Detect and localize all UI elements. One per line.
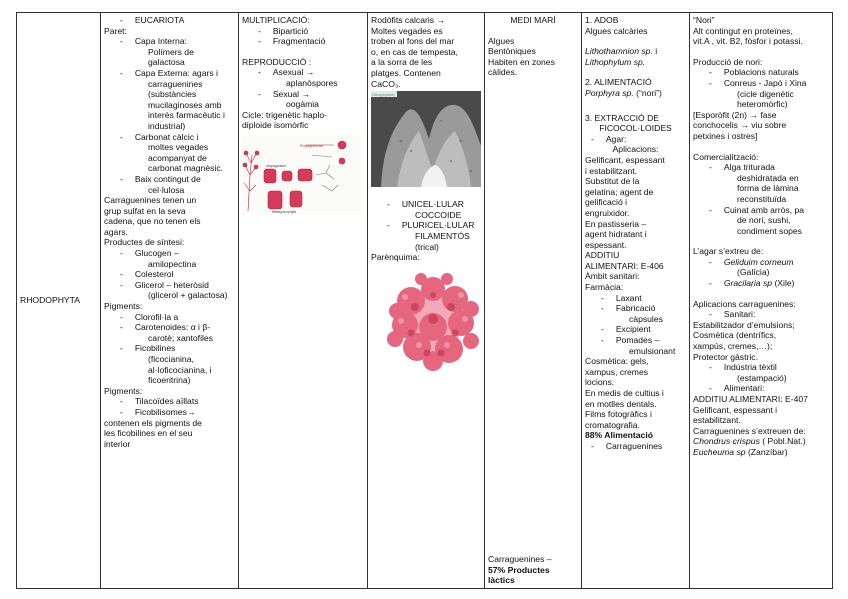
- carbonat-text: carbonat magnèsic.: [148, 163, 223, 174]
- lifecycle-diagram-svg: [242, 135, 362, 215]
- galicia-text: (Galícia): [737, 267, 770, 278]
- red-algae-image: [381, 267, 481, 375]
- chondrus-line: Chondrus crispus ( Pobl.Nat.): [693, 436, 806, 447]
- carrag-percent-text: Carraguenines –: [488, 554, 552, 565]
- pastisseria-text: espessant.: [585, 239, 627, 250]
- alt-text: vit.A , vit. B2, fòsfor i potassi.: [693, 36, 803, 47]
- carrag-percent-text: 57% Productes: [488, 564, 550, 575]
- pluricel-text: (trical): [415, 241, 439, 252]
- cosmetica-text: xampus, cremes: [585, 366, 649, 377]
- glucogen-text: amilopectina: [148, 258, 197, 269]
- bullet-conreus: - Conreus - Japó i Xina: [709, 77, 807, 88]
- paret-label: Paret:: [104, 25, 127, 36]
- conreus-text: (cicle digenètic: [737, 88, 794, 99]
- comercialitzacio-label: Comercialització:: [693, 151, 759, 162]
- diagram-label-2: carpogonium: [266, 163, 287, 168]
- lithophylum-text: Lithophylum sp.: [585, 56, 646, 67]
- lithothamnion-line: Lithothamnion sp. i: [585, 46, 658, 57]
- cell-structure: [101, 13, 239, 589]
- carbonat-text: moltes vegades: [148, 142, 209, 153]
- additiu-text: ALIMENTARI: E-406: [585, 260, 664, 271]
- carrag-text: cadena, que no tenen els: [104, 216, 201, 227]
- carrag-percent-block: [488, 554, 578, 586]
- carrag-text: grup sulfat en la seva: [104, 205, 186, 216]
- bullet-alimentari: - Alimentari:: [709, 383, 765, 394]
- extraccio-heading: FICOCOL·LOIDES: [599, 123, 672, 134]
- cultius-text: Films fotogràfics i: [585, 409, 652, 420]
- porphyra-line: Porphyra sp. (“nori”): [585, 87, 662, 98]
- intro-text: platges. Contenen: [371, 67, 441, 78]
- productes-label: Productes de síntesi:: [104, 237, 185, 248]
- gelif-text: estabilitzant.: [693, 415, 741, 426]
- asexual-text: aplanòspores: [286, 77, 338, 88]
- pluricel-text: FILAMENTÓS: [415, 230, 470, 241]
- cosmetica-text: xampús, cremes,…);: [693, 341, 773, 352]
- habitat-text: Algues: [488, 35, 515, 46]
- cell-reproduction: [239, 13, 368, 589]
- cicle-text: diploide isomòrfic: [242, 120, 309, 131]
- bullet-ficobilisomes: - Ficobilisomes→: [120, 406, 196, 417]
- nori-heading: “Nori”: [693, 15, 715, 25]
- bullet-alga: - Alga triturada: [709, 162, 775, 173]
- habitat-text: Bentòniques: [488, 46, 536, 57]
- contenen-text: contenen els pigments de: [104, 417, 202, 428]
- medi-heading: MEDI MARÍ: [510, 15, 556, 25]
- ficobilines-text: (ficocianina,: [148, 354, 194, 364]
- cosmetica-text: locions.: [585, 377, 615, 388]
- micrograph-svg: [371, 91, 481, 187]
- agar-extreu-label: L’agar s’extreu de:: [693, 246, 764, 257]
- intro-text: o, en cas de tempesta,: [371, 46, 458, 57]
- capa-externa-text: mucilaginoses amb: [148, 99, 222, 110]
- alga-text: forma de làmina: [737, 183, 799, 194]
- alimentacio-heading: 2. ALIMENTACIÓ: [585, 77, 652, 88]
- extraccio-heading: 3. EXTRACCIÓ DE: [585, 112, 660, 123]
- ambit-label: Àmbit sanitari:: [585, 271, 640, 282]
- micrograph-image: [371, 91, 481, 187]
- bullet-baix: - Baix contingut de: [120, 173, 201, 184]
- conreus-text: heteromòrfic): [737, 99, 788, 110]
- diagram-label-3: tetrasporophyte: [272, 209, 297, 214]
- adob-heading: 1. ADOB: [585, 15, 619, 25]
- baix-text: cel·lulosa: [148, 184, 185, 195]
- gelif-text: i estabilitzant.: [585, 165, 638, 176]
- gelif-text: Gelificant, espessant: [585, 154, 665, 165]
- gelif-text: Gelificant, espessant i: [693, 404, 778, 415]
- bullet-gelidium: - Geliduim corneum: [709, 256, 794, 267]
- cuinat-text: condiment sopes: [737, 225, 802, 236]
- bullet-ficobilines: - Ficobilines: [120, 343, 176, 354]
- algues-calcaries-text: Algues calcàries: [585, 25, 648, 36]
- phylum-name: RHODOPHYTA: [20, 295, 81, 306]
- intro-text: CaCO₃.: [371, 78, 401, 89]
- sexual-text: oogàmia: [286, 99, 319, 110]
- carotenoides-text: carotè; xantofiles: [148, 332, 213, 343]
- intro-text: Rodòfits calcaris →: [371, 15, 446, 25]
- capa-interna-text: galactosa: [148, 57, 185, 68]
- cell-uses: [582, 13, 690, 589]
- bullet-fabricacio: - Fabricació: [601, 303, 656, 314]
- alga-text: deshidratada en: [737, 172, 799, 183]
- cell-types: [368, 13, 485, 589]
- bullet-tilacoides: - Tilacoïdes aïllats: [120, 396, 199, 407]
- esporofit-text: petxines i ostres]: [693, 130, 758, 141]
- bullet-bipartition: - Bipartició: [258, 25, 309, 36]
- capa-externa-text: interès farmacèutic i: [148, 110, 225, 121]
- pomades-text: emulsionant: [629, 345, 676, 356]
- bullet-pluricellular: - PLURICEL·LULAR: [387, 220, 475, 231]
- gelif-text: gelificació i: [585, 197, 628, 208]
- bullet-pomades: - Pomades –: [601, 335, 660, 346]
- estabilitzador-text: Estabilitzador d’emulsions;: [693, 319, 795, 330]
- protector-text: Protector gàstric.: [693, 351, 758, 362]
- cuinat-text: de nori, sushi,: [737, 215, 791, 226]
- bullet-carbonat: - Carbonat càlcic i: [120, 131, 199, 142]
- reproduccio-heading: REPRODUCCIÓ :: [242, 56, 312, 67]
- esporofit-text: [Esporòfit (2n) → fase: [693, 109, 777, 120]
- pigments-label: Pigments:: [104, 301, 143, 312]
- capa-externa-text: (substàncies: [148, 89, 197, 100]
- capa-externa-text: carraguenines: [148, 78, 203, 89]
- carbonat-text: acompanyat de: [148, 152, 207, 163]
- ficobilines-text: ficoeritrina): [148, 375, 191, 386]
- bullet-capa-interna: - Capa Interna:: [120, 36, 187, 47]
- pigments-label: Pigments:: [104, 385, 143, 396]
- bullet-glicerol: - Glicerol – heteròsid: [120, 279, 209, 290]
- bullet-excipient: - Excipient: [601, 324, 651, 335]
- rhodophyta-table: [16, 12, 833, 589]
- multiplicacio-heading: MULTIPLICACIÓ:: [242, 15, 310, 25]
- cultius-text: en motlles dentals.: [585, 398, 657, 409]
- carrag-percent-text: làctics: [488, 575, 515, 586]
- bullet-carraguenines: - Carraguenines: [591, 440, 663, 451]
- intro-text: troben al fons del mar: [371, 36, 455, 47]
- red-algae-svg: [381, 267, 481, 375]
- capa-externa-text: industrial): [148, 120, 186, 131]
- eucheuma-line: Eucheuma sp (Zanzíbar): [693, 446, 788, 457]
- fabric-text: càpsules: [629, 313, 663, 324]
- bullet-asexual: - Asexual →: [258, 67, 315, 78]
- alt-text: Alt contingut en proteïnes,: [693, 25, 793, 36]
- unicel-text: COCCOIDE: [415, 209, 462, 220]
- aplicacions-carrag-label: Aplicacions carraguenines:: [693, 298, 796, 309]
- cell-habitat: [485, 13, 582, 589]
- cicle-text: Cicle: trigenètic haplo-: [242, 109, 328, 120]
- bullet-laxant: - Laxant: [601, 292, 642, 303]
- pastisseria-text: En pastisseria –: [585, 218, 647, 229]
- esporofit-text: conchocelis → viu sobre: [693, 120, 787, 131]
- alimentacio-percent: 88% Alimentació: [585, 430, 653, 441]
- produccio-label: Producció de nori:: [693, 56, 763, 67]
- parenquima-label: Parènquima:: [371, 252, 420, 263]
- aplicacions-label: Aplicacions:: [612, 144, 659, 155]
- contenen-text: les ficobilines en el seu: [104, 428, 193, 439]
- bullet-clorofil: - Clorofil·la a: [120, 311, 179, 322]
- cosmetica-text: Cosmètica (dentrífics,: [693, 330, 777, 341]
- industria-text: (estampació): [737, 372, 787, 383]
- gelif-text: gelatina; agent de: [585, 186, 654, 197]
- bullet-sanitari: - Sanitari:: [709, 309, 756, 320]
- carrag-extreu-label: Carraguenines s’extreuen de:: [693, 425, 806, 436]
- glicerol-text: (glicerol + galactosa): [148, 290, 228, 301]
- bullet-eucariota: - EUCARIOTA: [120, 15, 185, 25]
- bullet-unicellular: - UNICEL·LULAR: [387, 199, 464, 210]
- cell-details: [690, 13, 833, 589]
- bullet-carotenoides: - Carotenoides: α i β-: [120, 322, 211, 333]
- carrag-text: agars.: [104, 226, 128, 237]
- lifecycle-diagram: [242, 135, 362, 215]
- micrograph-label: Lithophyllum: [372, 92, 395, 98]
- carrag-text: Carraguenines tenen un: [104, 195, 197, 206]
- additiu-text: ADDITIU: [585, 250, 620, 261]
- intro-text: Moltes vegades es: [371, 25, 443, 36]
- bullet-colesterol: - Colesterol: [120, 269, 174, 280]
- cosmetica-text: Cosmètica: gels,: [585, 356, 649, 367]
- gelif-text: engruixidor.: [585, 207, 630, 218]
- pastisseria-text: agent hidratant i: [585, 229, 647, 240]
- additiu-text: ADDITIU ALIMENTARI: E-407: [693, 394, 808, 404]
- bullet-sexual: - Sexual →: [258, 88, 311, 99]
- bullet-agar: - Agar:: [591, 133, 627, 144]
- bullet-glucogen: - Glucogen –: [120, 248, 179, 259]
- cultius-text: En medis de cultius i: [585, 388, 664, 398]
- alga-text: reconstituïda: [737, 193, 787, 204]
- intro-text: a la sorra de les: [371, 57, 433, 68]
- cultius-text: cromatografia.: [585, 419, 640, 430]
- gelif-text: Substitut de la: [585, 176, 640, 187]
- ficobilines-text: al·loficocianina, i: [148, 364, 212, 375]
- phylum-cell: [17, 13, 101, 589]
- bullet-fragmentation: - Fragmentació: [258, 36, 326, 47]
- capa-interna-text: Polímers de: [148, 46, 194, 57]
- bullet-cuinat: - Cuinat amb arròs, pa: [709, 204, 805, 215]
- bullet-capa-externa: - Capa Externa: agars i: [120, 67, 218, 78]
- habitat-text: Habiten en zones: [488, 56, 555, 67]
- habitat-text: càlides.: [488, 67, 518, 78]
- bullet-poblacions: - Poblacions naturals: [709, 67, 799, 78]
- bullet-gracilaria: - Gracilaria sp (Xile): [709, 278, 795, 289]
- bullet-industria: - Indústria tèxtil: [709, 362, 777, 373]
- farmacia-label: Farmàcia:: [585, 282, 624, 293]
- diagram-label-1: Polysiphonia: [300, 142, 323, 148]
- contenen-text: interior: [104, 438, 131, 449]
